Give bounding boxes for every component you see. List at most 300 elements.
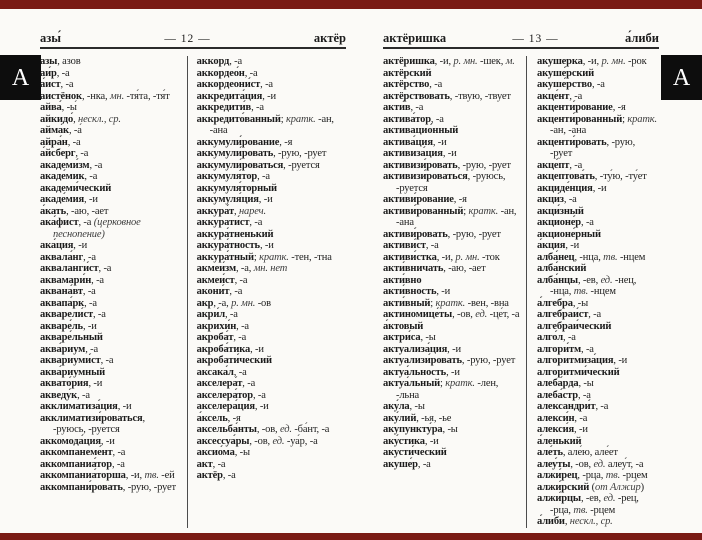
entry-forms: , -а <box>251 102 264 113</box>
entry-forms: -ан, -ана <box>550 125 587 136</box>
dictionary-entry <box>197 286 346 298</box>
entry-headword: аккордео́н <box>196 67 245 79</box>
entry-forms: , -ев, <box>580 493 604 504</box>
entry-grammar-label: р. мн. <box>231 297 256 309</box>
entry-grammar-label: м. <box>505 56 515 67</box>
entry-headword: алгебраи́ческий <box>537 320 612 332</box>
entry-headword: акони́т <box>196 286 230 297</box>
entry-forms: , -а <box>581 343 594 355</box>
entry-forms: , -ы <box>409 401 425 412</box>
entry-forms: , -а <box>588 309 602 320</box>
dictionary-entry <box>383 355 520 367</box>
header-rule-right <box>383 47 659 49</box>
entry-grammar-label: от Алжи́р <box>595 481 641 493</box>
entry-forms: , -а <box>84 171 98 182</box>
dictionary-entry <box>537 240 657 252</box>
dictionary-entry <box>40 355 180 367</box>
entry-headword: акционе́рный <box>537 228 601 240</box>
entry-forms: -рцем <box>620 470 648 481</box>
entry-headword: аккумуля́тор <box>196 171 258 182</box>
entry-headword: аккомода́ция <box>40 435 101 447</box>
entry-forms: , -ы <box>420 332 436 343</box>
entry-forms: , -и, <box>582 56 602 67</box>
entry-forms: , -а <box>92 309 106 320</box>
entry-headword: айва́ <box>40 102 62 113</box>
dictionary-entry <box>197 378 346 390</box>
entry-forms: , -рца, <box>577 470 606 481</box>
entry-headword: актёришка <box>383 56 435 67</box>
entry-headword: а́кать <box>40 205 67 217</box>
dictionary-entry <box>537 68 657 80</box>
entry-forms: , -руюсь, -руется <box>53 412 145 435</box>
entry-forms: , -а <box>569 90 583 102</box>
entry-forms: -ов <box>255 297 271 309</box>
dictionary-entry <box>197 263 346 275</box>
entry-headword: аксака́л <box>196 366 234 378</box>
dictionary-entry <box>537 309 657 321</box>
dictionary-entry <box>537 137 657 160</box>
entry-forms: ( <box>589 481 596 493</box>
entry-headword: акваланги́ст <box>40 263 99 274</box>
dictionary-entry <box>537 436 657 448</box>
entry-headword: акуше́рство <box>537 79 592 90</box>
entry-forms: , -и <box>82 320 97 332</box>
entry-headword: айкидо́ <box>40 113 74 125</box>
entry-headword: акт <box>196 458 213 470</box>
entry-forms: , -а <box>591 79 605 90</box>
dictionary-entry <box>383 321 520 333</box>
entry-forms: , -а <box>78 217 94 228</box>
entry-forms: , -и <box>565 240 580 251</box>
entry-forms: , -ы <box>234 447 250 458</box>
dictionary-entry <box>40 125 180 137</box>
entry-headword: аккредита́ция <box>196 90 263 102</box>
entry-headword: актри́са <box>383 332 421 343</box>
entry-headword: а́либи <box>537 516 565 527</box>
dictionary-entry <box>197 413 346 425</box>
entry-headword: аксельба́нты <box>196 424 257 435</box>
entry-forms: , -рую, -рует <box>273 148 327 159</box>
dictionary-entry <box>40 79 180 91</box>
dictionary-entry <box>537 413 657 425</box>
entry-forms: ; <box>280 113 286 125</box>
entry-headword: аква́риум <box>40 343 86 355</box>
dictionary-entry <box>383 102 520 114</box>
entry-forms: , -а <box>77 389 90 401</box>
dictionary-entry <box>537 332 657 344</box>
entry-grammar-label: кратк. <box>627 113 657 125</box>
dictionary-entry <box>197 459 346 471</box>
entry-forms: , -нка, <box>81 90 110 102</box>
dictionary-entry <box>537 194 657 206</box>
dictionary-entry <box>537 275 657 298</box>
entry-headword: акти́вность <box>383 286 437 297</box>
dictionary-entry <box>197 229 346 241</box>
entry-forms: , -а <box>417 458 431 470</box>
entry-forms: , -а <box>242 378 256 389</box>
dictionary-entry <box>537 160 657 172</box>
entry-headword: активизи́роваться <box>383 171 468 182</box>
entry-headword: аккурати́ст <box>196 217 250 228</box>
entry-headword: активи́рованный <box>383 205 464 217</box>
entry-forms: , -а <box>89 159 103 171</box>
entry-forms: , -и <box>613 355 628 366</box>
entry-forms: , -и <box>432 136 447 148</box>
dictionary-entry <box>383 344 520 356</box>
entry-headword: алеба́рда <box>537 378 579 389</box>
entry-headword: акци́з <box>537 194 564 205</box>
entry-forms: , -я <box>612 102 626 113</box>
entry-headword: аксио́ма <box>196 447 235 458</box>
entry-forms: , -и <box>73 240 88 251</box>
dictionary-entry <box>537 367 657 379</box>
entry-headword: а́ленький <box>537 435 582 447</box>
dictionary-entry <box>40 252 180 264</box>
entry-forms: , -и <box>117 401 132 412</box>
entry-grammar-label: р. мн. <box>601 56 626 67</box>
entry-headword: айма́к <box>40 125 69 136</box>
dictionary-entry <box>383 240 520 252</box>
entry-headword: аквариуми́ст <box>40 355 101 366</box>
entry-forms: , -и <box>592 182 607 194</box>
entry-forms: , -а <box>91 274 104 286</box>
entry-forms: , -а <box>574 412 588 424</box>
top-red-bar <box>0 0 702 9</box>
dictionary-entry <box>40 91 180 103</box>
letter-tab-left-label: А <box>11 64 30 91</box>
dictionary-entry <box>197 367 346 379</box>
entry-forms: , -а <box>563 332 576 343</box>
entry-headword: актёрствовать <box>383 90 450 102</box>
entry-headword: алгори́тм <box>537 343 581 355</box>
dictionary-column <box>40 56 180 528</box>
entry-forms: , -а <box>430 113 444 125</box>
entry-grammar-label: кратк. <box>445 378 475 389</box>
dictionary-entry <box>197 252 346 264</box>
dictionary-entry <box>40 309 180 321</box>
entry-headword: акце́нт <box>537 90 570 102</box>
dictionary-entry <box>197 424 346 436</box>
entry-headword: аккомпани́ровать <box>40 481 123 493</box>
dictionary-entry <box>383 436 520 448</box>
entry-headword: актиномице́ты <box>383 309 453 320</box>
dictionary-entry <box>40 447 180 459</box>
entry-forms: , -ов, <box>249 435 273 447</box>
entry-forms: , -а <box>581 217 594 228</box>
dictionary-entry <box>383 286 520 298</box>
entry-forms: , -а <box>234 274 248 286</box>
entry-forms: , -и <box>446 366 460 378</box>
dictionary-entry <box>40 263 180 275</box>
entry-forms: , -а <box>60 79 74 90</box>
dictionary-entry <box>537 321 657 333</box>
dictionary-entry <box>40 470 180 482</box>
dictionary-entry <box>383 229 520 241</box>
entry-headword: акаде́мик <box>40 171 85 182</box>
entry-forms: -тен, -тна <box>288 251 332 263</box>
entry-headword: алго́л <box>537 332 563 343</box>
entry-forms: , -а <box>82 286 96 297</box>
bottom-red-bar <box>0 533 702 540</box>
dictionary-entry <box>197 79 346 91</box>
entry-headword: акти́вный <box>383 297 431 309</box>
entry-forms: , -аю, -ает <box>66 205 109 217</box>
entry-forms: , -я <box>279 136 293 148</box>
entry-headword: аккура́тненький <box>196 228 274 240</box>
entry-forms: , -ы <box>572 297 589 309</box>
entry-headword: акти́в <box>383 102 411 113</box>
dictionary-entry <box>383 125 520 137</box>
dictionary-entry <box>383 91 520 103</box>
entry-forms: , -и, <box>434 56 454 67</box>
entry-forms: -рок <box>625 56 647 67</box>
dictionary-entry <box>537 263 657 275</box>
entry-grammar-label: мн. нет <box>253 263 288 274</box>
entry-forms: -це́т, -а <box>487 309 520 320</box>
entry-forms: , -а <box>429 79 443 90</box>
entry-forms: , -и, <box>125 470 145 481</box>
entry-headword: активи́ровать <box>383 228 448 240</box>
entry-headword: аккумули́роваться <box>196 159 284 171</box>
entry-headword: аквала́нг <box>40 251 84 263</box>
entry-headword: актёрство <box>383 79 430 90</box>
entry-headword: алба́нцы <box>537 274 578 286</box>
dictionary-entry <box>40 332 180 344</box>
entry-headword: активацио́нный <box>383 125 459 136</box>
entry-grammar-label: ед. <box>279 424 292 435</box>
entry-forms: , -и <box>436 286 451 297</box>
entry-headword: акце́пт <box>537 159 570 171</box>
entry-headword: акваре́льный <box>40 332 103 343</box>
entry-headword: актива́ция <box>383 136 433 148</box>
dictionary-entry <box>40 378 180 390</box>
dictionary-entry <box>383 56 520 68</box>
entry-headword: а́ктовый <box>383 320 424 332</box>
entry-headword: аккомпаниа́тор <box>40 458 112 470</box>
dictionary-entry <box>537 355 657 367</box>
entry-headword: аквана́вт <box>40 286 83 297</box>
dictionary-entry <box>40 102 180 114</box>
letter-tab-right <box>661 55 702 100</box>
entry-forms: , -а, <box>235 263 254 274</box>
entry-forms: , -и <box>447 343 461 355</box>
entry-headword: акмеи́ст <box>196 274 235 286</box>
entry-forms: , -и <box>254 401 269 412</box>
entry-grammar-label: кратк. <box>285 113 316 125</box>
entry-forms: , -а <box>56 67 70 79</box>
entry-forms: , -руюсь, -руется <box>396 171 506 194</box>
entry-forms: -ба́нт, -а <box>291 424 330 435</box>
dictionary-entry <box>537 516 657 528</box>
dictionary-entry <box>537 470 657 482</box>
dictionary-entry <box>537 79 657 91</box>
entry-forms: , -а́ <box>68 125 82 136</box>
entry-headword: активи́ст <box>383 240 426 251</box>
entry-grammar-label: тв. <box>605 470 621 481</box>
entry-grammar-label: нескл., ср. <box>78 113 121 125</box>
dictionary-entry <box>40 482 180 494</box>
dictionary-entry <box>537 171 657 183</box>
dictionary-entry <box>537 252 657 264</box>
dictionary-entry <box>537 229 657 241</box>
entry-headword: акко́рд <box>196 56 230 67</box>
dictionary-entry <box>197 217 346 229</box>
dictionary-entry <box>197 240 346 252</box>
entry-headword: аквамари́н <box>40 274 92 286</box>
entry-headword: акварели́ст <box>40 309 93 320</box>
letter-tab-left <box>0 55 41 100</box>
dictionary-entry <box>40 321 180 333</box>
entry-forms: -рец, -рца, <box>550 493 639 516</box>
entry-headword: а́лгебра <box>537 297 573 309</box>
entry-headword: акроба́тика <box>196 343 251 355</box>
dictionary-entry <box>383 309 520 321</box>
entry-headword: а́йсберг <box>40 148 76 159</box>
entry-headword: активиза́ция <box>383 148 443 159</box>
dictionary-entry <box>537 447 657 459</box>
entry-forms: , -а <box>233 332 247 343</box>
entry-headword: актуализи́ровать <box>383 355 462 366</box>
dictionary-entry <box>537 401 657 413</box>
entry-headword: аква́риумный <box>40 366 106 378</box>
entry-forms: , -а <box>257 171 270 182</box>
entry-headword: акклиматизи́роваться <box>40 412 143 424</box>
entry-forms: , -а <box>224 309 238 320</box>
dictionary-column <box>383 56 520 528</box>
entry-forms: ; <box>440 378 446 389</box>
entry-forms: , <box>564 516 570 527</box>
dictionary-entry <box>40 298 180 310</box>
entry-forms: , -а <box>84 297 97 309</box>
entry-forms: -шек, <box>477 56 506 67</box>
dictionary-entry <box>40 56 180 68</box>
entry-headword: акци́зный <box>537 205 584 217</box>
entry-headword: аккомпанеме́нт <box>40 447 113 458</box>
entry-headword: акуше́рский <box>537 67 595 79</box>
entry-forms: , -а <box>260 79 273 90</box>
dictionary-entry <box>383 263 520 275</box>
dictionary-entry <box>537 206 657 218</box>
entry-forms: , -и <box>259 240 274 251</box>
entry-forms: , -я <box>227 412 241 424</box>
page-number-left: — 12 — <box>164 33 211 45</box>
entry-grammar-label: кратк. <box>435 297 466 309</box>
entry-forms: -нец, -нца, <box>550 274 637 297</box>
entry-headword: аквато́рия <box>40 378 89 389</box>
dictionary-entry <box>383 171 520 194</box>
entry-headword: актива́тор <box>383 113 431 125</box>
dictionary-entry <box>197 194 346 206</box>
entry-forms: , -ы́ <box>61 102 77 113</box>
entry-forms: , -а <box>75 148 89 159</box>
dictionary-entry <box>383 298 520 310</box>
entry-forms: , -а <box>111 458 125 470</box>
entry-headword: аи́р <box>40 67 57 79</box>
entry-headword: акценти́ровать <box>537 136 607 148</box>
dictionary-entry <box>383 252 520 264</box>
entry-headword: акаде́мия <box>40 194 85 205</box>
entry-forms: , -а <box>425 240 439 251</box>
dictionary-entry <box>40 286 180 298</box>
entry-forms: , -ы <box>442 424 458 435</box>
running-head-first-word: актёришка <box>383 31 447 45</box>
dictionary-entry <box>197 332 346 344</box>
entry-headword: аккомпаниа́торша <box>40 470 126 481</box>
entry-headword: а́ксель <box>196 412 228 424</box>
entry-headword: аккредити́в <box>196 102 252 113</box>
entry-forms: , -ов, <box>570 458 594 470</box>
entry-headword: активи́рование <box>383 194 454 205</box>
dictionary-entry <box>40 68 180 80</box>
page-left <box>40 31 346 528</box>
entry-headword: аистёнок <box>40 90 82 102</box>
entry-grammar-label: ед. <box>603 493 616 504</box>
entry-forms: , -и <box>442 148 457 159</box>
entry-forms: ; <box>430 297 436 309</box>
dictionary-entry <box>197 183 346 195</box>
dictionary-entry <box>383 160 520 172</box>
dictionary-entry <box>383 194 520 206</box>
entry-headword: алгоритми́ческий <box>537 366 620 378</box>
dictionary-entry <box>537 424 657 436</box>
page-right-running-head <box>383 31 659 46</box>
entry-grammar-label: тв. <box>603 251 618 263</box>
entry-forms: -ан, -ана <box>209 113 334 136</box>
dictionary-entry <box>40 413 180 436</box>
entry-grammar-label: кратк. <box>259 251 289 263</box>
entry-forms: , -и, <box>436 251 456 263</box>
entry-forms: -рцем <box>587 504 616 516</box>
entry-headword: акр <box>196 297 214 309</box>
entry-headword: алгебраи́ст <box>537 309 589 320</box>
dictionary-entry <box>383 79 520 91</box>
dictionary-entry <box>40 240 180 252</box>
entry-forms: , -а <box>222 470 236 481</box>
entry-forms: -тя́та, -тя́т <box>124 90 170 102</box>
page-left-columns <box>40 56 346 528</box>
dictionary-entry <box>40 436 180 448</box>
entry-grammar-label: ед. <box>593 458 606 470</box>
entry-forms: , -а, <box>213 297 232 309</box>
entry-headword: ака́ция <box>40 240 74 251</box>
entry-headword: акти́вничать <box>383 263 444 274</box>
dictionary-entry <box>197 102 346 114</box>
entry-headword: акри́л <box>196 309 225 320</box>
entry-forms: , <box>73 113 79 125</box>
entry-forms: -ей <box>158 470 175 481</box>
dictionary-entry <box>537 298 657 310</box>
entry-forms: , -ту́ю, -ту́ет <box>594 171 647 182</box>
entry-headword: актёрский <box>383 67 432 79</box>
entry-headword: алгоритмиза́ция <box>537 355 614 366</box>
entry-forms: ; <box>622 113 628 125</box>
entry-headword: активи́стка <box>383 251 437 263</box>
entry-forms: , -аю, -ает <box>443 263 486 274</box>
entry-forms: , -и <box>424 435 439 447</box>
entry-forms: , -а <box>252 389 266 401</box>
entry-grammar-label: тв. <box>573 504 588 516</box>
page-left-running-head <box>40 31 346 46</box>
entry-forms: , -и <box>262 90 276 102</box>
entry-grammar-label: нареч. <box>238 205 266 217</box>
entry-forms: , -а <box>577 389 591 401</box>
dictionary-entry <box>197 68 346 80</box>
dictionary-entry <box>537 217 657 229</box>
entry-grammar-label: нескл., ср. <box>569 516 613 527</box>
entry-forms: , -рую, -рует <box>457 159 511 171</box>
entry-forms: , -и <box>100 435 115 447</box>
running-head-first-word: азы́ <box>40 31 62 45</box>
